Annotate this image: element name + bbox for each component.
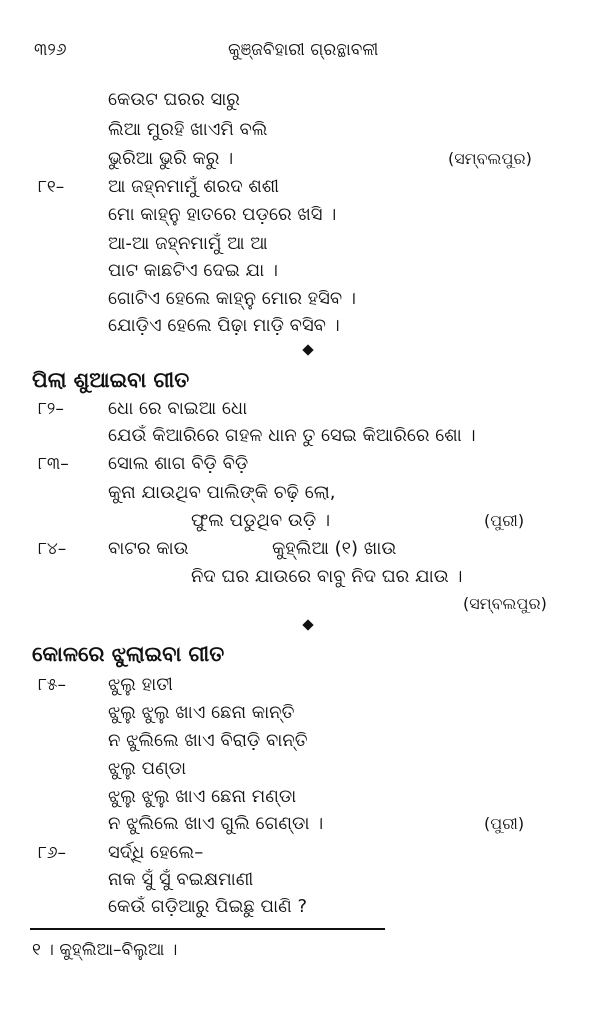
verse-line: ଆ-ଆ ଜହ୍ନମାମୁଁ ଆ ଆ bbox=[108, 233, 268, 254]
footnote: ୧ । କୁହ୍ଲିଆ–ବିଲୁଆ । bbox=[32, 940, 178, 960]
verse-line: ଯେଉଁ କିଆରିରେ ଗହଳ ଧାନ ତୁ ସେଇ କିଆରିରେ ଶୋ । bbox=[108, 425, 476, 446]
verse-line: ଲିଆ ମୁରହି ଖାଏମି ବଲି bbox=[108, 119, 268, 140]
section-title: କୋଳରେ ଝୁଲାଇବା ଗୀତ bbox=[32, 642, 225, 666]
song-number: ୮୨– bbox=[38, 399, 64, 419]
song-number: ୮୧– bbox=[38, 177, 65, 197]
song-number: ୮୬– bbox=[38, 843, 67, 863]
verse-line: ନ ଝୁଲିଲେ ଖାଏ ବିରାଡ଼ି ବାନ୍ତି bbox=[108, 730, 308, 751]
section-title: ପିଲା ଶୁଆଇବା ଗୀତ bbox=[32, 368, 190, 392]
source-label: (ସମ୍ବଲପୁର) bbox=[463, 594, 547, 613]
song-number: ୮୩– bbox=[38, 454, 69, 474]
verse-line: କେଉଁ ଗଡ଼ିଆରୁ ପିଇଛୁ ପାଣି ? bbox=[108, 896, 308, 917]
verse-line: ଧୋ ରେ ବାଇଆ ଧୋ bbox=[108, 398, 248, 419]
source-label: (ପୁରୀ) bbox=[484, 814, 525, 833]
page-number: ୩୨୬ bbox=[34, 40, 67, 60]
song-number: ୮୪– bbox=[38, 539, 67, 559]
verse-line: ଭୁରିଆ ଭୁରି କରୁ । bbox=[108, 148, 234, 169]
verse-line: ନାକ ସୁଁ ସୁଁ ବଇକ୍ଷମାଣୀ bbox=[108, 869, 254, 890]
section-divider-icon bbox=[302, 619, 313, 630]
verse-line: ଝୁଲୁ ଝୁଲୁ ଖାଏ ଛେନା ମଣ୍ଡା bbox=[108, 786, 297, 807]
verse-line: ଯୋଡ଼ିଏ ହେଲେ ପିଢ଼ା ମାଡ଼ି ବସିବ । bbox=[108, 315, 340, 336]
source-label: (ପୁରୀ) bbox=[484, 511, 525, 530]
verse-line: କେଉଟ ଘରର ସାରୁ bbox=[108, 89, 240, 110]
verse-line: ନ ଝୁଲିଲେ ଖାଏ ଗୁଲି ଗେଣ୍ଡା । bbox=[108, 813, 324, 834]
section-divider-icon bbox=[302, 344, 313, 355]
source-label: (ସମ୍ବଲପୁର) bbox=[448, 149, 532, 168]
verse-line: କୁହ୍ଲିଆ (୧) ଖାଉ bbox=[272, 538, 397, 559]
verse-line: ମୋ କାହ୍ନୁ ହାତରେ ପଡ଼ରେ ଖସି । bbox=[108, 204, 337, 225]
book-title: କୁଞ୍ଜବିହାରୀ ଗ୍ରନ୍ଥାବଳୀ bbox=[228, 40, 379, 60]
verse-line: ଗୋଟିଏ ହେଲେ କାହ୍ନୁ ମୋର ହସିବ । bbox=[108, 288, 357, 309]
verse-line: ପାଟ କାଛଟିଏ ଦେଇ ଯା । bbox=[108, 260, 278, 281]
footnote-divider bbox=[30, 928, 385, 930]
verse-line: କୁନା ଯାଉଥିବ ପାଲିଙ୍କି ଚଢ଼ି ଲୋ, bbox=[108, 482, 336, 503]
verse-line: ଆ ଜହ୍ନମାମୁଁ ଶରଦ ଶଶୀ bbox=[108, 176, 280, 197]
song-number: ୮୫– bbox=[38, 675, 66, 695]
verse-line: ଝୁଲୁ ହାତୀ bbox=[108, 674, 173, 695]
verse-line: ଫୁଲ ପଡୁଥିବ ଉଡ଼ି । bbox=[191, 510, 331, 531]
verse-line: ବାଟର କାଉ bbox=[108, 538, 189, 559]
verse-line: ସର୍ଦ୍ଧି ହେଲେ– bbox=[108, 842, 204, 863]
verse-line: ଝୁଲୁ ପଣ୍ଡା bbox=[108, 758, 187, 779]
verse-line: ନିଦ ଘର ଯାଉରେ ବାବୁ ନିଦ ଘର ଯାଉ । bbox=[191, 566, 463, 587]
verse-line: ଝୁଲୁ ଝୁଲୁ ଖାଏ ଛେନା କାନ୍ତି bbox=[108, 702, 295, 723]
verse-line: ସୋଲ ଶାଗ ବିଡ଼ି ବିଡ଼ି bbox=[108, 453, 249, 474]
